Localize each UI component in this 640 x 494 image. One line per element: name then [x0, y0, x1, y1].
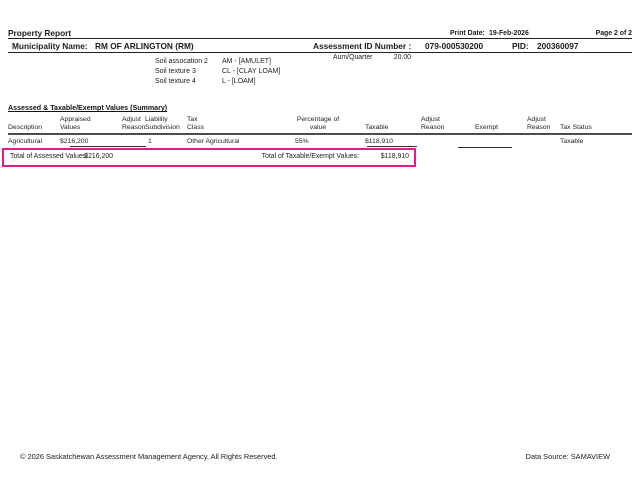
municipality-label: Municipality Name: [12, 41, 88, 51]
footer-copyright: © 2026 Saskatchewan Assessment Management Agency, All Rights Reserved. [20, 452, 278, 461]
cell-percentage-of-value: 55% [295, 138, 309, 145]
exempt-blank-underline [458, 147, 512, 148]
col-header-adjust-reason-1: Adjust Reason [118, 113, 142, 134]
col-header-tax-status: Tax Status [553, 113, 632, 134]
soil-row-label: Soil assocation 2 [155, 57, 208, 65]
cell-appraised-values: $216,200 [60, 138, 89, 145]
aum-quarter-label: Aum/Quarter [333, 53, 373, 61]
col-header-tax-class: Tax Class [183, 113, 270, 134]
soil-row-value: AM - [AMULET] [222, 57, 272, 65]
header-divider-bottom [8, 52, 632, 53]
municipality-name: RM OF ARLINGTON (RM) [95, 41, 194, 51]
col-header-adjust-reason-3: Adjust Reason [519, 113, 553, 134]
col-header-taxable: Taxable [365, 113, 416, 134]
cell-taxable: $118,910 [365, 138, 393, 145]
assessment-id-value: 079-000530200 [425, 41, 484, 51]
summary-section-title: Assessed & Taxable/Exempt Values (Summary) [8, 104, 168, 112]
cell-description: Agricultural [8, 138, 42, 145]
total-taxable-exempt-value: $118,910 [380, 153, 409, 160]
aum-quarter-value: 20.00 [393, 53, 411, 61]
assessment-id-label: Assessment ID Number : [313, 41, 412, 51]
page-title: Property Report [8, 28, 72, 38]
cell-adjust-reason-2 [416, 134, 475, 148]
page-number: Page 2 of 2 [595, 29, 632, 37]
pid-value: 200360097 [537, 41, 579, 51]
summary-table [8, 113, 632, 148]
footer-data-source: Data Source: SAMAVIEW [525, 452, 610, 461]
summary-header-row [8, 113, 632, 134]
total-assessed-label: Total of Assessed Values: [10, 153, 89, 160]
cell-exempt [475, 134, 519, 148]
soil-row-label: Soil texture 3 [155, 67, 196, 75]
taxable-total-overline [367, 146, 417, 147]
total-assessed-value: $216,200 [84, 153, 113, 160]
col-header-adjust-reason-2: Adjust Reason [416, 113, 475, 134]
cell-liability-subdivision: 1 [148, 138, 152, 145]
assessed-total-overline [70, 146, 146, 147]
print-date-value: 19-Feb-2026 [489, 29, 529, 37]
cell-tax-status: Taxable [560, 138, 584, 145]
header-divider-top [8, 38, 632, 39]
total-taxable-exempt-label: Total of Taxable/Exempt Values: [261, 153, 359, 160]
cell-tax-class: Other Agricultural [187, 138, 240, 145]
col-header-description: Description [8, 113, 60, 134]
soil-row-value: CL - [CLAY LOAM] [222, 67, 281, 75]
col-header-percentage-of-value: Percentage of value [270, 113, 365, 134]
pid-label: PID: [512, 41, 529, 51]
col-header-exempt: Exempt [475, 113, 519, 134]
soil-row-value: L - [LOAM] [222, 77, 256, 85]
print-date-label: Print Date: [450, 29, 485, 37]
cell-adjust-reason-3 [519, 134, 553, 148]
soil-row-label: Soil texture 4 [155, 77, 196, 85]
col-header-appraised-values: Appraised Values [60, 113, 118, 134]
totals-highlight-box [2, 148, 416, 167]
col-header-liability-subdivision: Liability Subdivision [142, 113, 183, 134]
